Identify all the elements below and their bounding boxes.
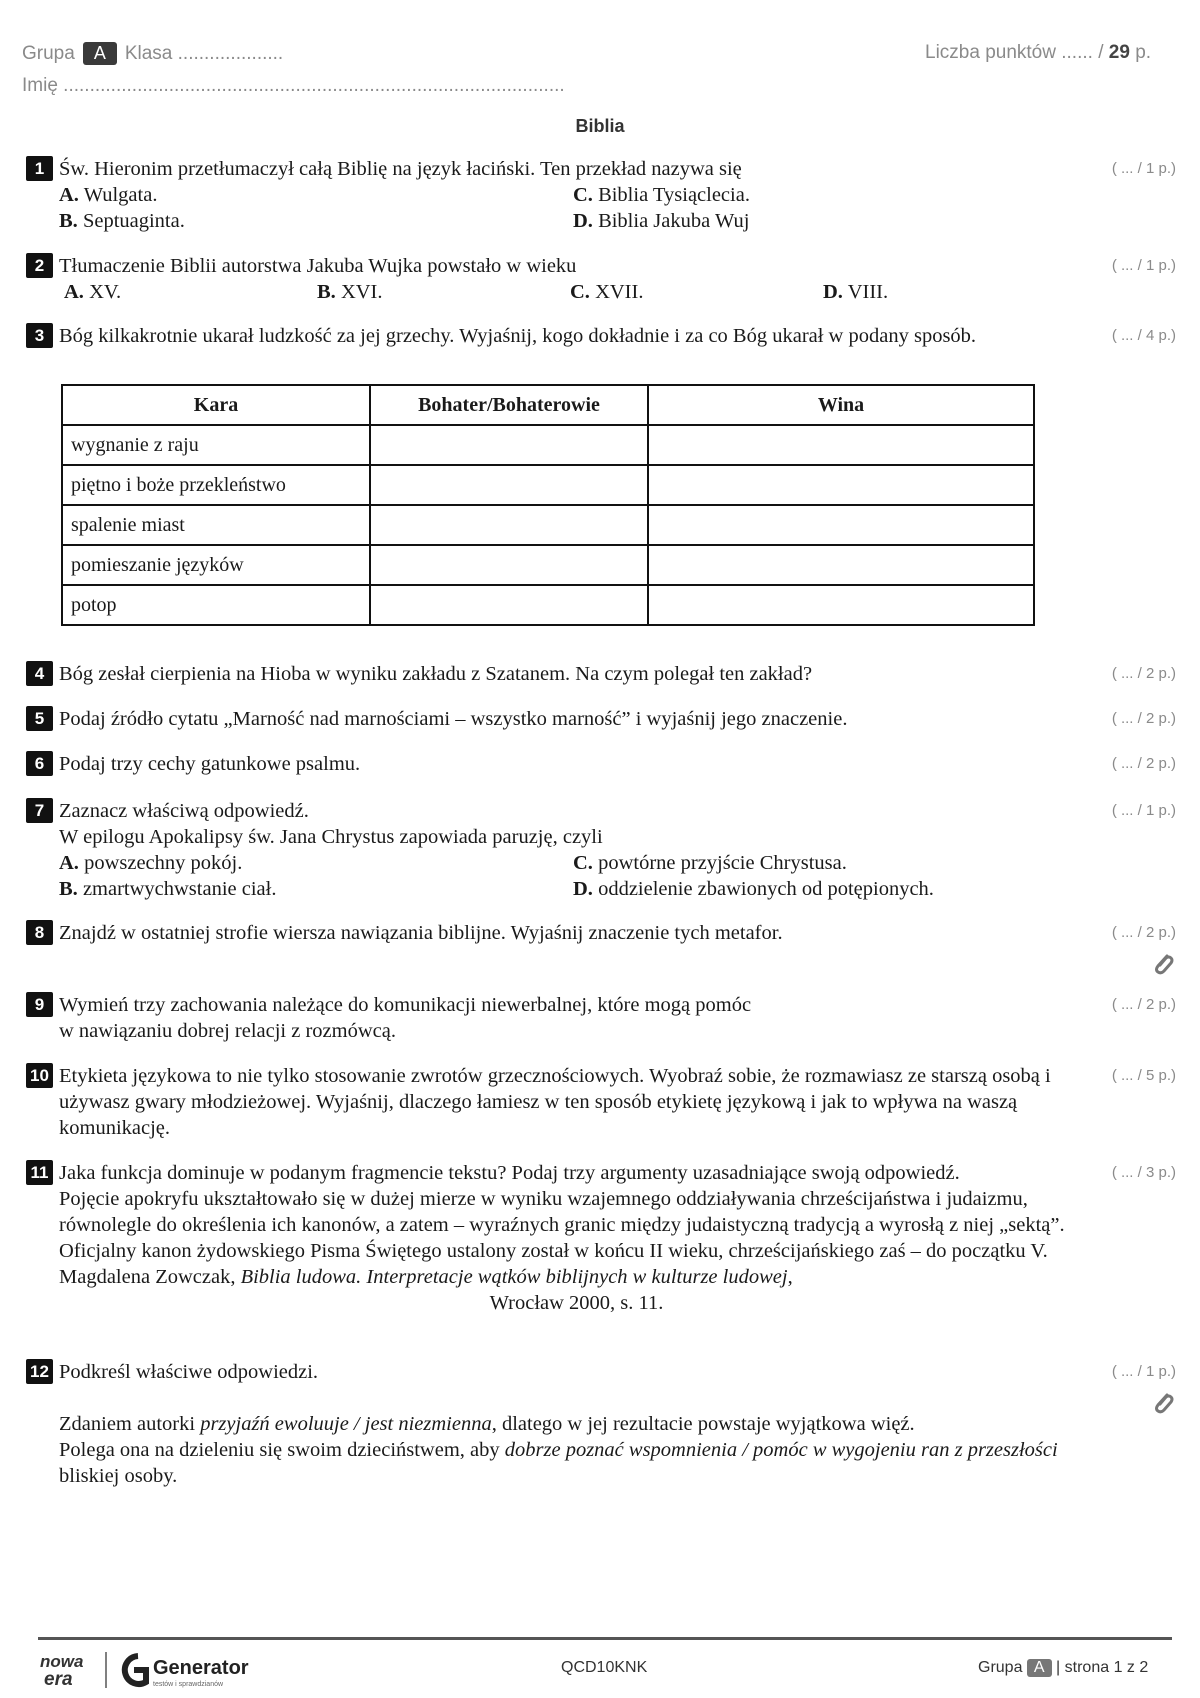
question-10	[26, 1063, 1176, 1141]
table-row: wygnanie z raju	[62, 425, 1034, 465]
table-header-row	[62, 385, 1034, 425]
points-box: ( ... / 2 p.)	[1111, 665, 1176, 682]
question-number: 8	[26, 920, 53, 945]
column-header: Bohater/Bohaterowie	[370, 385, 648, 425]
answer-cell[interactable]	[648, 425, 1034, 465]
generator-wordmark: Generator	[153, 1657, 249, 1679]
question-number: 10	[26, 1063, 53, 1088]
name-field: Imię ...............................................................................................	[22, 75, 565, 96]
question-text: Św. Hieronim przetłumaczył całą Biblię na język łaciński. Ten przekład nazywa się	[59, 158, 742, 180]
svg-text:nowa: nowa	[40, 1652, 84, 1671]
question-text-cont: w nawiązaniu dobrej relacji z rozmówcą.	[59, 1020, 396, 1042]
question-text: Bóg kilkakrotnie ukarał ludzkość za jej grzechy. Wyjaśnij, kogo dokładnie i za co Bóg ukarał w podany sposób.	[59, 325, 977, 347]
column-header: Wina	[648, 385, 1034, 425]
answer-cell[interactable]	[648, 545, 1034, 585]
option-d: D. oddzielenie zbawionych od potępionych.	[573, 878, 934, 900]
points-box: ( ... / 4 p.)	[1111, 327, 1176, 344]
group-badge: A	[83, 42, 117, 65]
answer-cell[interactable]	[648, 465, 1034, 505]
source-place: Wrocław 2000, s. 11.	[489, 1292, 664, 1314]
question-7	[26, 798, 1176, 902]
question-text: Podkreśl właściwe odpowiedzi.	[59, 1361, 319, 1383]
choice-group-1[interactable]: przyjaźń ewoluuje / jest niezmienna	[200, 1413, 492, 1435]
question-1	[26, 156, 1176, 234]
answer-cell[interactable]	[370, 465, 648, 505]
points-box: ( ... / 2 p.)	[1111, 755, 1176, 772]
document-code: QCD10KNK	[561, 1659, 648, 1676]
option-b: B. XVI.	[317, 281, 383, 303]
option-b: B. zmartwychwstanie ciał.	[59, 878, 277, 900]
points-box: ( ... / 2 p.)	[1111, 924, 1176, 941]
svg-text:era: era	[44, 1669, 73, 1690]
book-title: Biblia ludowa. Interpretacje wątków biblijnych w kulturze ludowej	[240, 1266, 788, 1288]
question-number: 6	[26, 751, 53, 776]
question-text: Etykieta językowa to nie tylko stosowanie zwrotów grzecznościowych. Wyobraź sobie, że rozmawiasz ze starszą osobą i używasz gwary młodzieżowej. Wyjaśnij, dlaczego łamiesz w ten sposób etykietę językową i jak to wpływa na waszą komunikację.	[59, 1065, 1051, 1139]
option-c: C. powtórne przyjście Chrystusa.	[573, 852, 847, 874]
group-badge: A	[1027, 1659, 1052, 1677]
statement-paragraph: Zdaniem autorki przyjaźń ewoluuje / jest niezmienna, dlatego w jej rezultacie powstaje wyjątkowa więź. Polega ona na dzieleniu się swoim dzieciństwem, aby dobrze poznać wspomnienia / pomóc w wygojeniu ran z przeszłości bliskiej osoby.	[59, 1413, 1058, 1487]
option-d: D. VIII.	[823, 281, 889, 303]
question-number: 12	[26, 1359, 53, 1384]
option-c: C. XVII.	[570, 281, 644, 303]
points-total: 29	[1108, 42, 1130, 63]
question-12	[26, 1359, 1176, 1489]
footer-divider	[38, 1637, 1172, 1640]
question-11	[26, 1160, 1176, 1316]
group-field	[22, 42, 283, 65]
attachment-icon	[1152, 1391, 1174, 1415]
question-text: Znajdź w ostatniej strofie wiersza nawiązania biblijne. Wyjaśnij znaczenie tych metafor.	[59, 922, 783, 944]
question-5	[26, 706, 1176, 732]
question-6	[26, 751, 1176, 777]
question-4	[26, 661, 1176, 687]
question-text: Tłumaczenie Biblii autorstwa Jakuba Wujka powstało w wieku	[59, 255, 577, 277]
nowa-era-logo	[38, 1648, 249, 1692]
question-text: Bóg zesłał cierpienia na Hioba w wyniku zakładu z Szatanem. Na czym polegał ten zakład?	[59, 663, 813, 685]
table-row: spalenie miast	[62, 505, 1034, 545]
answer-cell[interactable]	[370, 425, 648, 465]
question-number: 9	[26, 992, 53, 1017]
option-a: A. powszechny pokój.	[59, 852, 243, 874]
question-number: 2	[26, 253, 53, 278]
answer-cell[interactable]	[648, 585, 1034, 625]
question-number: 7	[26, 798, 53, 823]
question-number: 4	[26, 661, 53, 686]
question-8	[26, 920, 1176, 946]
question-number: 5	[26, 706, 53, 731]
option-c: C. Biblia Tysiąclecia.	[573, 184, 750, 206]
table-row: potop	[62, 585, 1034, 625]
quoted-passage: Pojęcie apokryfu ukształtowało się w dużej mierze w wyniku wzajemnego oddziaływania chrześcijaństwa i judaizmu, równolegle do określenia ich kanonów, a zatem – wyraźnych granic między judaistyczną tradycją a wyrosłą z niej „sektą”. Oficjalny kanon żydowskiego Pisma Świętego ustalony został w końcu II wieku, chrześcijańskiego zaś – do początku V.	[59, 1188, 1065, 1262]
points-field: Liczba punktów ...... / 29 p.	[925, 42, 1152, 63]
answer-cell[interactable]	[370, 505, 648, 545]
attachment-icon	[1152, 952, 1174, 976]
page-indicator: Grupa A | strona 1 z 2	[978, 1659, 1149, 1676]
choice-group-2[interactable]: dobrze poznać wspomnienia / pomóc w wygojeniu ran z przeszłości	[504, 1439, 1058, 1461]
table-row: piętno i boże przekleństwo	[62, 465, 1034, 505]
source-citation: Magdalena Zowczak, Biblia ludowa. Interpretacje wątków biblijnych w kulturze ludowej,	[59, 1266, 793, 1288]
question-number: 11	[26, 1160, 53, 1185]
points-box: ( ... / 1 p.)	[1111, 257, 1176, 274]
punishment-table	[61, 384, 1035, 626]
option-a: A. Wulgata.	[59, 184, 158, 206]
table-row: pomieszanie języków	[62, 545, 1034, 585]
class-field: Klasa ....................	[124, 43, 284, 64]
points-box: ( ... / 1 p.)	[1111, 802, 1176, 819]
question-9	[26, 992, 1176, 1044]
question-text: Podaj źródło cytatu „Marność nad marnościami – wszystko marność” i wyjaśnij jego znaczenie.	[59, 708, 848, 730]
question-text: Wymień trzy zachowania należące do komunikacji niewerbalnej, które mogą pomóc	[59, 994, 752, 1016]
option-a: A. XV.	[64, 281, 122, 303]
column-header: Kara	[62, 385, 370, 425]
group-label: Grupa	[22, 43, 75, 64]
option-b: B. Septuaginta.	[59, 210, 185, 232]
question-text: Jaka funkcja dominuje w podanym fragmencie tekstu? Podaj trzy argumenty uzasadniające swoją odpowiedź.	[59, 1162, 960, 1184]
points-box: ( ... / 1 p.)	[1111, 1363, 1176, 1380]
question-number: 1	[26, 156, 53, 181]
points-box: ( ... / 2 p.)	[1111, 996, 1176, 1013]
generator-tagline: testów i sprawdzianów	[153, 1681, 224, 1688]
question-number: 3	[26, 323, 53, 348]
question-3	[26, 323, 1176, 349]
question-text: Zaznacz właściwą odpowiedź.	[59, 800, 309, 822]
answer-cell[interactable]	[370, 545, 648, 585]
points-box: ( ... / 2 p.)	[1111, 710, 1176, 727]
answer-cell[interactable]	[370, 585, 648, 625]
option-d: D. Biblia Jakuba Wuj	[573, 210, 750, 232]
page-title: Biblia	[575, 116, 625, 136]
points-box: ( ... / 1 p.)	[1111, 160, 1176, 177]
question-subtext: W epilogu Apokalipsy św. Jana Chrystus zapowiada paruzję, czyli	[59, 826, 603, 848]
points-box: ( ... / 3 p.)	[1111, 1164, 1176, 1181]
answer-cell[interactable]	[648, 505, 1034, 545]
question-text: Podaj trzy cechy gatunkowe psalmu.	[59, 753, 361, 775]
points-box: ( ... / 5 p.)	[1111, 1067, 1176, 1084]
question-2	[26, 253, 1176, 305]
